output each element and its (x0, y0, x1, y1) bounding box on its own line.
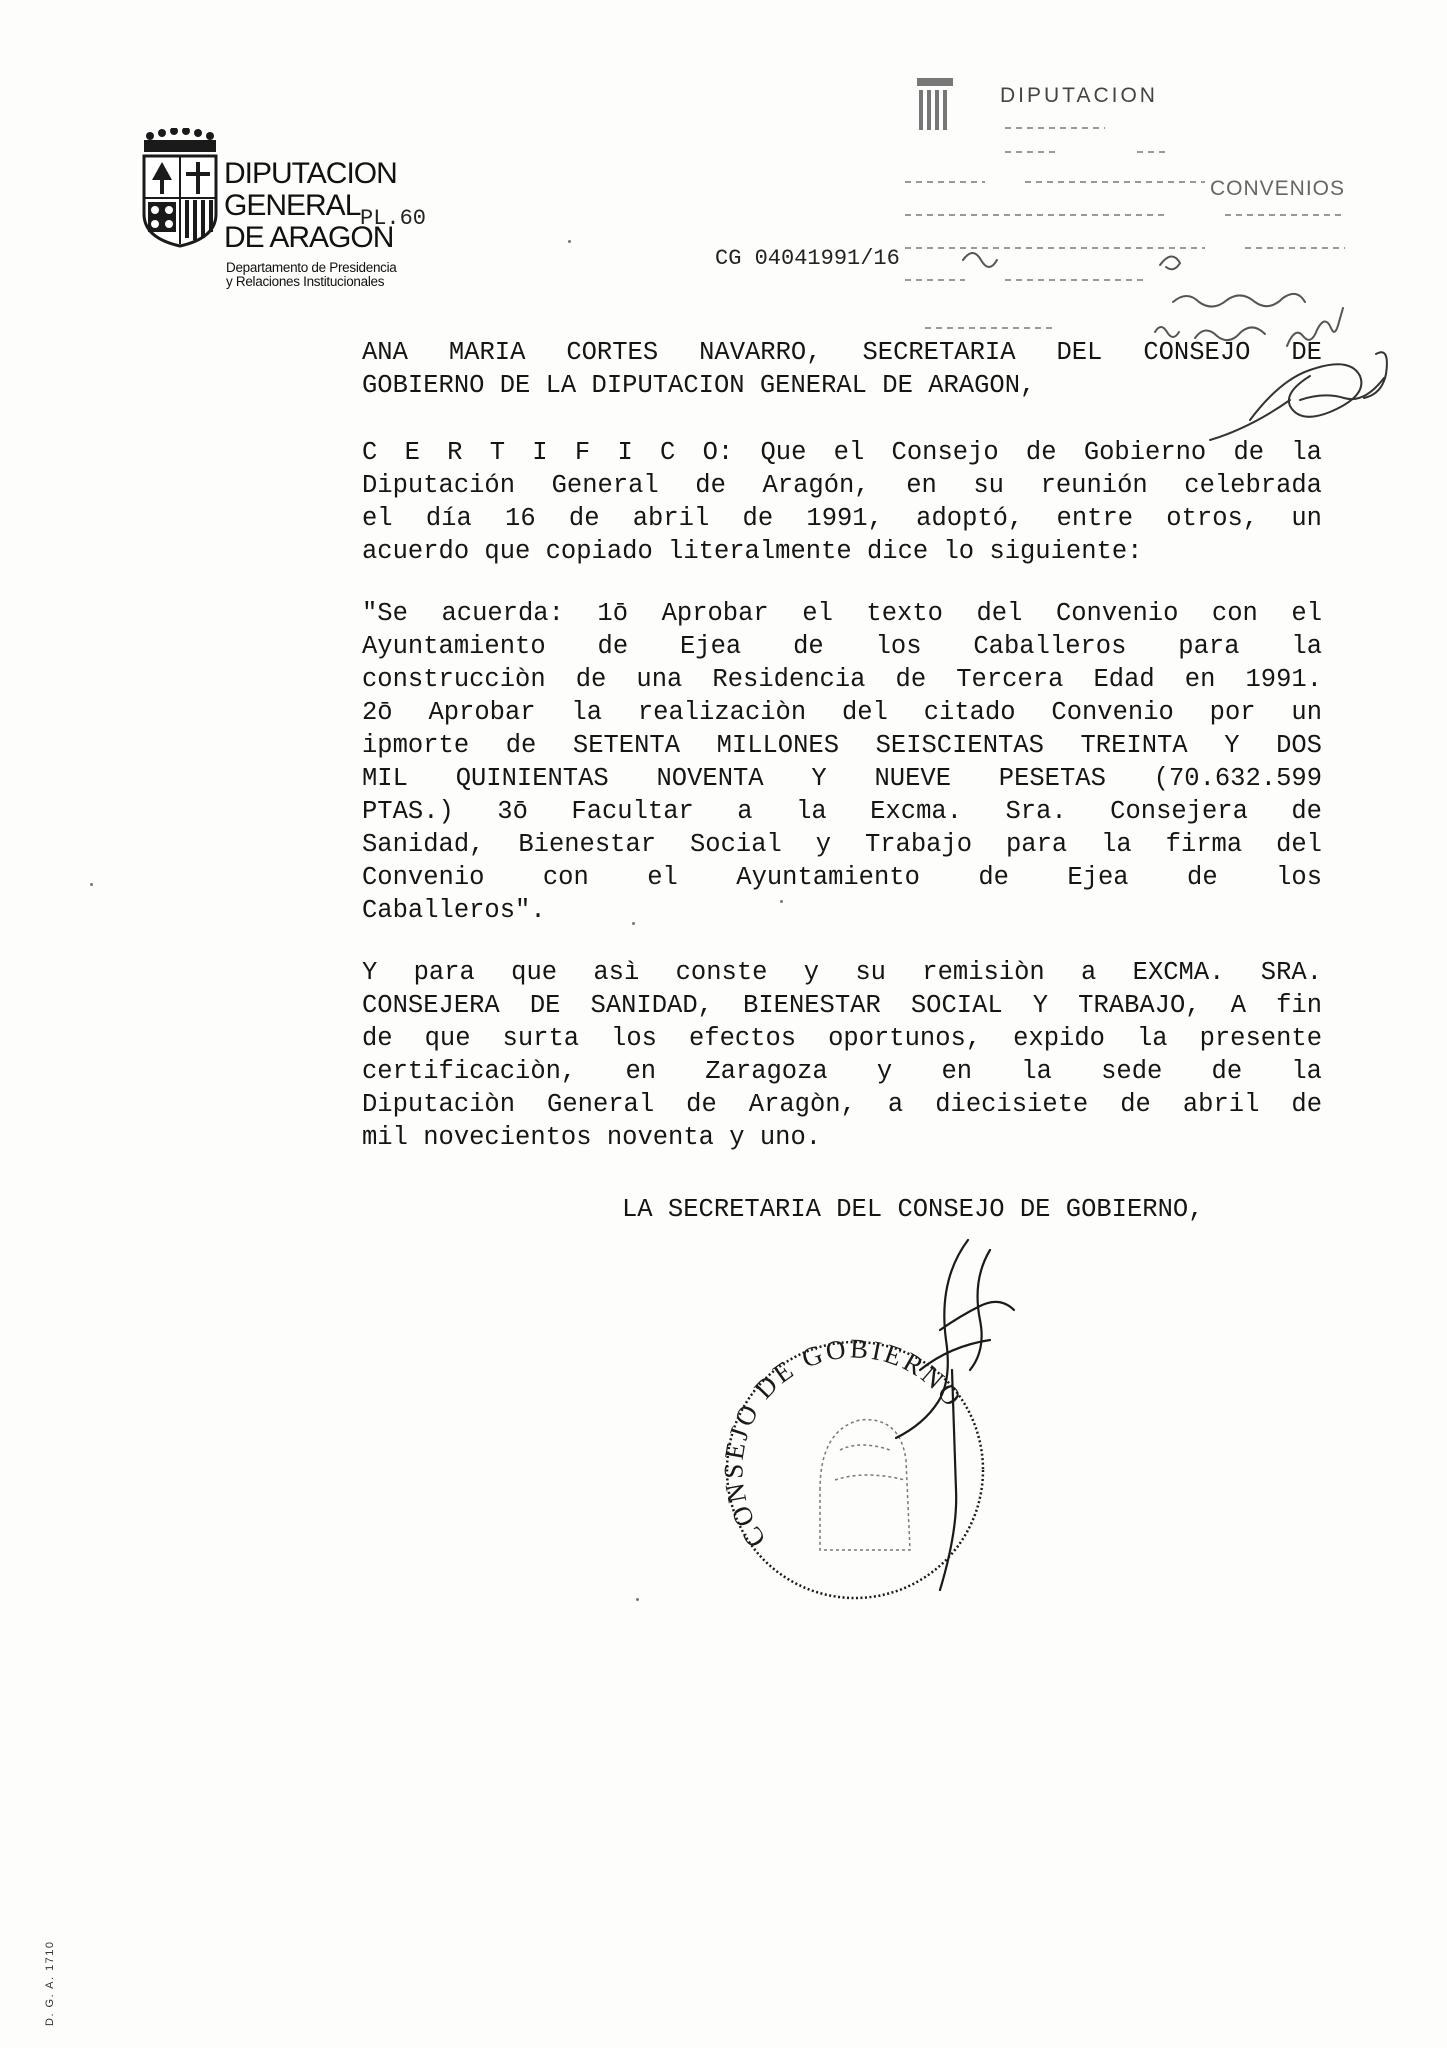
speck (636, 1598, 639, 1601)
closing-line: Y para que asì conste y su remisiòn a EXCMA. SRA. (362, 958, 1322, 987)
agreement-line: Sanidad, Bienestar Social y Trabajo para la firma del (362, 830, 1322, 859)
registry-stamp (905, 70, 1365, 360)
closing-line: CONSEJERA DE SANIDAD, BIENESTAR SOCIAL Y TRABAJO, A fin (362, 991, 1322, 1020)
form-code (40, 1930, 60, 2030)
seal-ring-text: CONSEJO DE GOBIERNO (718, 1333, 970, 1553)
speck (780, 900, 783, 903)
agreement-line: construcciòn de una Residencia de Tercera Edad en 1991. (362, 665, 1322, 694)
agreement-line: "Se acuerda: 1ō Aprobar el texto del Convenio con el (362, 599, 1322, 628)
closing-line: de que surta los efectos oportunos, expido la presente (362, 1024, 1322, 1053)
agreement-line: MIL QUINIENTAS NOVENTA Y NUEVE PESETAS (70.632.599 (362, 764, 1322, 793)
certifico-line: C E R T I F I C O: Que el Consejo de Gobierno de la (362, 438, 1322, 467)
reference-cg: CG 04041991/16 (715, 246, 900, 271)
agreement-line: Convenio con el Ayuntamiento de Ejea de los (362, 863, 1322, 892)
speck (632, 922, 635, 925)
certifico-line: Diputación General de Aragón, en su reunión celebrada (362, 471, 1322, 500)
closing-line: Diputaciòn General de Aragòn, a diecisiete de abril de (362, 1090, 1322, 1119)
agreement-line: Caballeros". (362, 896, 546, 925)
agreement-line: Ayuntamiento de Ejea de los Caballeros para la (362, 632, 1322, 661)
reference-pl: PL.60 (360, 206, 427, 231)
certifico-line: el día 16 de abril de 1991, adoptó, entre otros, un (362, 504, 1322, 533)
registry-stamp-header: DIPUTACION (1000, 84, 1158, 107)
official-seal (690, 1210, 1050, 1600)
agreement-line: ipmorte de SETENTA MILLONES SEISCIENTAS TREINTA Y DOS (362, 731, 1322, 760)
speck (568, 240, 571, 243)
registry-stamp-marks (905, 70, 1365, 360)
certifico-line: acuerdo que copiado literalmente dice lo siguiente: (362, 537, 1143, 566)
closing-line: mil novecientos noventa y uno. (362, 1123, 822, 1152)
letterhead-name-line3: DE ARAGON (224, 221, 394, 254)
agreement-line: 2ō Aprobar la realizaciòn del citado Convenio por un (362, 698, 1322, 727)
closing-line: certificaciòn, en Zaragoza y en la sede de la (362, 1057, 1322, 1086)
letterhead-name-line2: GENERAL (224, 189, 361, 222)
coat-of-arms-icon (140, 128, 220, 248)
heading-line: GOBIERNO DE LA DIPUTACION GENERAL DE ARAGON, (362, 371, 1036, 400)
letterhead-dept-line2: y Relaciones Institucionales (226, 274, 385, 289)
heading-line: ANA MARIA CORTES NAVARRO, SECRETARIA DEL CONSEJO DE (362, 338, 1322, 367)
agreement-paragraph (362, 597, 1322, 927)
signature-title: LA SECRETARIA DEL CONSEJO DE GOBIERNO, (622, 1195, 1204, 1224)
letterhead-name-line1: DIPUTACION (224, 157, 397, 190)
letterhead-dept-line1: Departamento de Presidencia (226, 260, 397, 275)
speck (90, 883, 93, 886)
agreement-line: PTAS.) 3ō Facultar a la Excma. Sra. Consejera de (362, 797, 1322, 826)
certifico-paragraph (362, 436, 1322, 568)
registry-stamp-register-word: CONVENIOS (1210, 177, 1346, 200)
closing-paragraph (362, 956, 1322, 1154)
form-code-text: D. G. A. 1710 (44, 1940, 56, 2026)
heading-paragraph (362, 336, 1322, 402)
